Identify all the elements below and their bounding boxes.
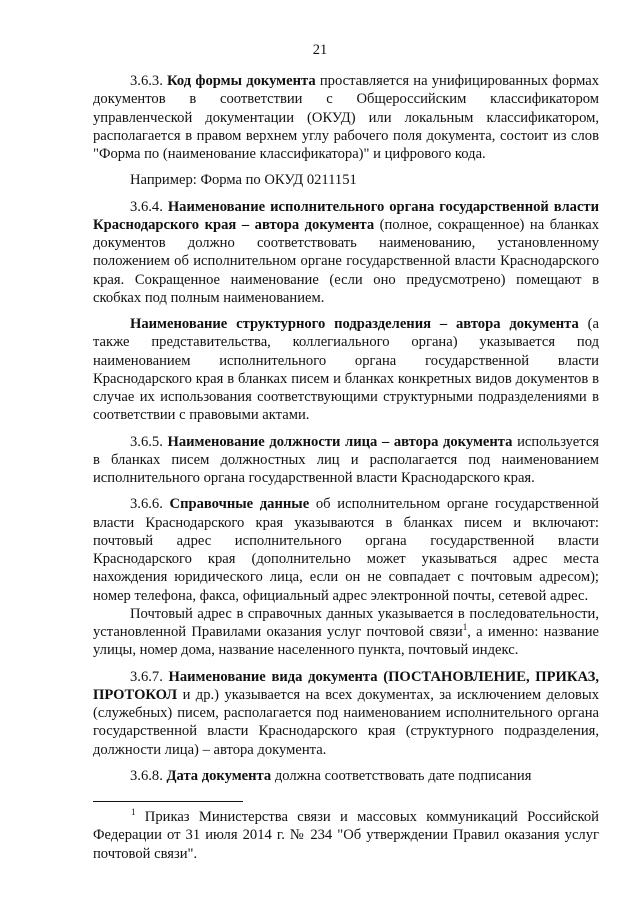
section-text: об исполнительном органе государственной власти Краснодарского края указываются в бланках писем и включают: почтовый адрес исполнительного органа государственной власти Краснодарского края (дополнительно может указываться адрес места нахождения юридического лица, если он не совпадает с почтовым адресом); номер телефона, факса, официальный адрес электронной почты, сетевой адрес. [93,496,599,604]
paragraph-example: Например: Форма по ОКУД 0211151 [130,172,357,189]
postal-text: Почтовый адрес в справочных данных указывается в последовательности, установленной Правилами оказания услуг почтовой связи [93,605,599,640]
section-title: Наименование структурного подразделения – автора документа [130,316,579,332]
footnote-mark: 1 [131,807,136,818]
paragraph-postal-address [93,605,599,660]
footnote-body: Приказ Министерства связи и массовых коммуникаций Российской Федерации от 31 июля 2014 г. № 234 "Об утверждении Правил оказания услуг почтовой связи". [93,809,599,862]
section-text: (а также представительства, коллегиального органа) указывается под наименованием исполнительного органа государственной власти Краснодарского края в бланках писем и бланках конкретных видов документов в случае их использования соответствующими структурными подразделениями в соответствии с правовыми актами. [93,316,599,424]
section-title: Дата документа [166,767,272,784]
section-title: Справочные данные [169,496,310,513]
section-title: Наименование должности лица – автора документа [167,433,513,450]
page-number: 21 [312,42,328,58]
section-number: 3.6.5. [130,433,168,450]
paragraph-3-6-6 [93,495,599,605]
paragraph-3-6-3 [93,72,599,163]
section-title: Код формы документа [167,73,316,89]
section-title: Наименование исполнительного органа государственной власти Краснодарского края – автора документа [93,198,600,233]
section-text: проставляется на унифицированных формах документов в соответствии с Общероссийским классификатором управленческой документации (ОКУД) или локальным классификатором, располагается в правом верхнем углу рабочего поля документа, состоит из слов "Форма по (наименование классификатора)" и цифрового кода. [93,73,599,162]
section-text: используется в бланках писем должностных лиц и располагается под наименованием исполнительного органа государственной власти Краснодарского края. [93,433,600,486]
paragraph-3-6-8 [93,767,599,785]
paragraph-3-6-7 [93,668,599,759]
footnote-divider [93,801,243,802]
paragraph-3-6-4 [93,198,599,308]
section-number: 3.6.3. [130,73,168,89]
footnote [93,808,599,863]
section-text: и др.) указывается на всех документах, за исключением деловых (служебных) писем, располагается под наименованием исполнительного органа государственной власти Краснодарского края (структурного подразделения, должности лица) – автора документа. [93,686,599,758]
section-number: 3.6.8. [130,767,167,784]
section-number: 3.6.6. [130,496,170,513]
footnote-text [93,808,599,863]
paragraph-structural-unit [93,315,599,425]
section-number: 3.6.4. [130,198,168,215]
section-text: должна соответствовать дате подписания [271,767,532,784]
section-text: (полное, сокращенное) на бланках документов должно соответствовать наименованию, установленному положением об исполнительном органе государственной власти Краснодарского края. Сокращенное наименование (если оно предусмотрено) помещают в скобках под полным наименованием. [93,216,599,306]
paragraph-3-6-5 [93,433,599,488]
section-title: Наименование вида документа (ПОСТАНОВЛЕНИЕ, ПРИКАЗ, ПРОТОКОЛ [93,668,599,703]
footnote-reference[interactable]: 1 [462,622,468,633]
document-body [93,72,599,785]
postal-text-end: , а именно: название улицы, номер дома, название населенного пункта, почтовый индекс. [93,624,600,659]
section-number: 3.6.7. [130,668,169,685]
